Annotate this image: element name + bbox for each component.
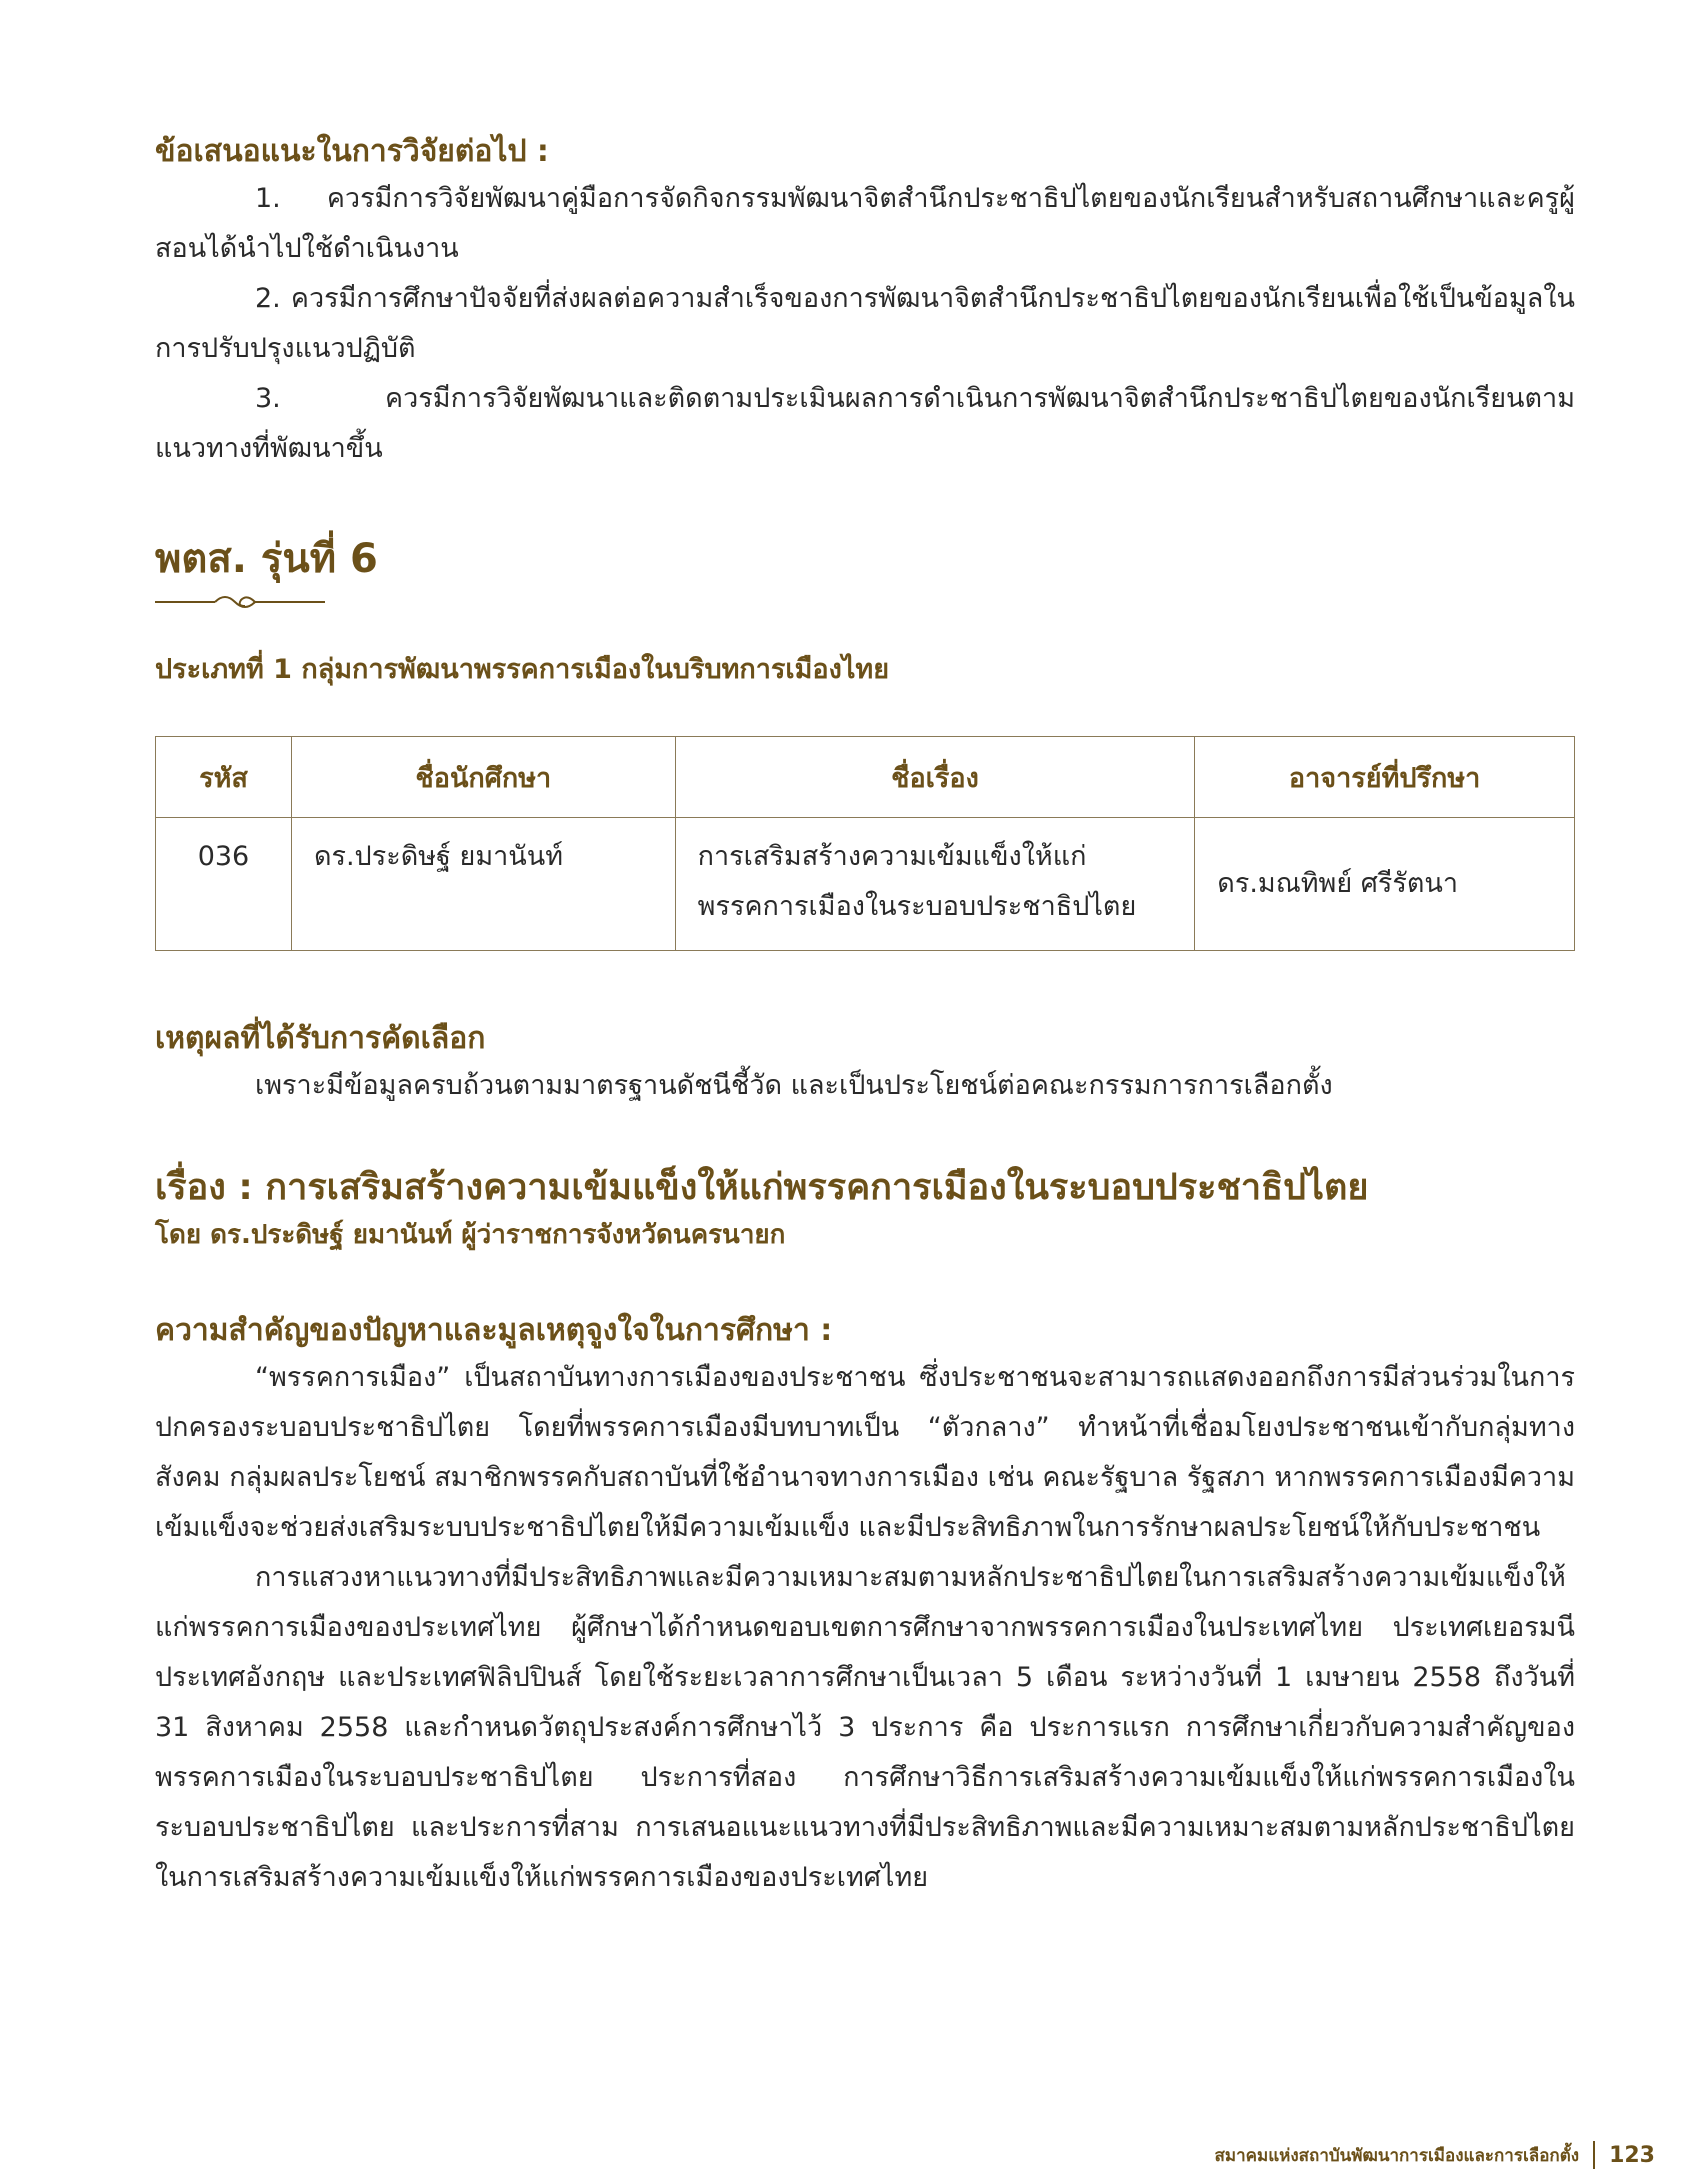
footer-publisher: สมาคมแห่งสถาบันพัฒนาการเมืองและการเลือกตั้ง bbox=[1214, 2145, 1580, 2166]
table-header-row bbox=[156, 737, 1575, 818]
page-footer bbox=[1195, 2140, 1655, 2170]
header-advisor: อาจารย์ที่ปรึกษา bbox=[1195, 737, 1575, 818]
cell-advisor: ดร.มณทิพย์ ศรีรัตนา bbox=[1195, 818, 1575, 951]
header-title: ชื่อเรื่อง bbox=[675, 737, 1195, 818]
story-byline: โดย ดร.ประดิษฐ์ ยมานันท์ ผู้ว่าราชการจังหวัดนครนายก bbox=[155, 1220, 786, 1250]
cell-student: ดร.ประดิษฐ์ ยมานันท์ bbox=[291, 818, 675, 951]
recommendation-item-3: 3. ควรมีการวิจัยพัฒนาและติดตามประเมินผลการดำเนินการพัฒนาจิตสำนึกประชาธิปไตยของนักเรียนตามแนวทางที่พัฒนาขึ้น bbox=[155, 383, 1575, 464]
story-title: เรื่อง : การเสริมสร้างความเข้มแข็งให้แก่พรรคการเมืองในระบอบประชาธิปไตย bbox=[155, 1167, 1369, 1208]
importance-paragraph-2: การแสวงหาแนวทางที่มีประสิทธิภาพและมีความเหมาะสมตามหลักประชาธิปไตยในการเสริมสร้างความเข้มแข็งให้แก่พรรคการเมืองของประเทศไทย ผู้ศึกษาได้กำหนดขอบเขตการศึกษาจากพรรคการเมืองในประเทศไทย ประเทศเยอรมนี ประเทศอังกฤษ และประเทศฟิลิปปินส์ โดยใช้ระยะเวลาการศึกษาเป็นเวลา 5 เดือน ระหว่างวันที่ 1 เมษายน 2558 ถึงวันที่ 31 สิงหาคม 2558 และกำหนดวัตถุประสงค์การศึกษาไว้ 3 ประการ คือ ประการแรก การศึกษาเกี่ยวกับความสำคัญของพรรคการเมืองในระบอบประชาธิปไตย ประการที่สอง การศึกษาวิธีการเสริมสร้างความเข้มแข็งให้แก่พรรคการเมืองในระบอบประชาธิปไตย และประการที่สาม การเสนอแนะแนวทางที่มีประสิทธิภาพและมีความเหมาะสมตามหลักประชาธิปไตยในการเสริมสร้างความเข้มแข็งให้แก่พรรคการเมืองของประเทศไทย bbox=[155, 1562, 1575, 1893]
footer-divider bbox=[1593, 2141, 1595, 2169]
cell-title bbox=[675, 818, 1195, 951]
cohort-title: พตส. รุ่นที่ 6 bbox=[155, 536, 378, 582]
header-student: ชื่อนักศึกษา bbox=[291, 737, 675, 818]
reason-heading: เหตุผลที่ได้รับการคัดเลือก bbox=[155, 1021, 486, 1056]
importance-paragraph-1: “พรรคการเมือง” เป็นสถาบันทางการเมืองของประชาชน ซึ่งประชาชนจะสามารถแสดงออกถึงการมีส่วนร่วมในการปกครองระบอบประชาธิปไตย โดยที่พรรคการเมืองมีบทบาทเป็น “ตัวกลาง” ทำหน้าที่เชื่อมโยงประชาชนเข้ากับกลุ่มทางสังคม กลุ่มผลประโยชน์ สมาชิกพรรคกับสถาบันที่ใช้อำนาจทางการเมือง เช่น คณะรัฐบาล รัฐสภา หากพรรคการเมืองมีความเข้มแข็งจะช่วยส่งเสริมระบบประชาธิปไตยให้มีความเข้มแข็ง และมีประสิทธิภาพในการรักษาผลประโยชน์ให้กับประชาชน bbox=[155, 1362, 1575, 1543]
category-title: ประเภทที่ 1 กลุ่มการพัฒนาพรรคการเมืองในบริบทการเมืองไทย bbox=[155, 654, 890, 685]
page-number: 123 bbox=[1609, 2142, 1655, 2168]
table-row bbox=[156, 818, 1575, 951]
cell-title-line-2: พรรคการเมืองในระบอบประชาธิปไตย bbox=[697, 891, 1137, 922]
thesis-table bbox=[155, 736, 1575, 951]
importance-heading: ความสำคัญของปัญหาและมูลเหตุจูงใจในการศึกษา : bbox=[155, 1313, 833, 1348]
cell-title-line-1: การเสริมสร้างความเข้มแข็งให้แก่ bbox=[697, 841, 1087, 872]
recommendation-item-1: 1. ควรมีการวิจัยพัฒนาคู่มือการจัดกิจกรรมพัฒนาจิตสำนึกประชาธิปไตยของนักเรียนสำหรับสถานศึกษาและครูผู้สอนได้นำไปใช้ดำเนินงาน bbox=[155, 183, 1575, 264]
ornament-divider bbox=[155, 590, 345, 614]
header-code: รหัส bbox=[156, 737, 292, 818]
page-content bbox=[155, 130, 1575, 1903]
cell-code: 036 bbox=[156, 818, 292, 951]
recommendation-item-2: 2. ควรมีการศึกษาปัจจัยที่ส่งผลต่อความสำเร็จของการพัฒนาจิตสำนึกประชาธิปไตยของนักเรียนเพื่อใช้เป็นข้อมูลในการปรับปรุงแนวปฏิบัติ bbox=[155, 283, 1575, 364]
reason-text: เพราะมีข้อมูลครบถ้วนตามมาตรฐานดัชนีชี้วัด และเป็นประโยชน์ต่อคณะกรรมการการเลือกตั้ง bbox=[255, 1070, 1333, 1101]
recommendations-heading: ข้อเสนอแนะในการวิจัยต่อไป : bbox=[155, 134, 549, 169]
